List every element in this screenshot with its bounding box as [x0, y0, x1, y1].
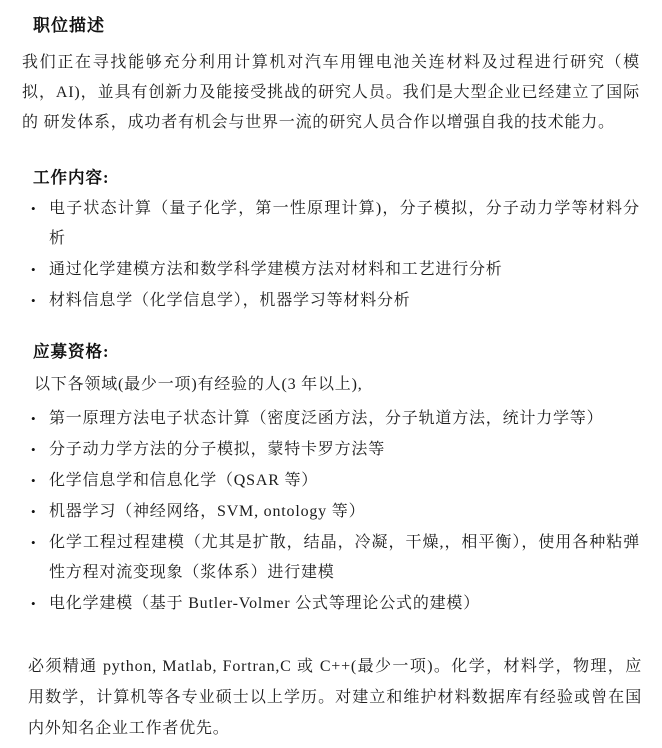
list-item — [20, 466, 642, 496]
intro-paragraph: 我们正在寻找能够充分利用计算机对汽车用锂电池关连材料及过程进行研究（模拟，AI)，並具有创新力及能接受挑战的研究人员。我们是大型企业已经建立了国际的 研发体系，成功者有机会与世界一流的研究人员合作以增强自我的技术能力。 — [22, 54, 640, 131]
section-heading-duties: 工作内容: — [33, 168, 110, 187]
bullet-icon: • — [31, 201, 36, 216]
bullet-icon: • — [31, 504, 36, 519]
bullet-icon: • — [31, 411, 36, 426]
bullet-icon: • — [31, 535, 36, 550]
qualifications-lead: 以下各领域(最少一项)有经验的人(3 年以上), — [34, 376, 363, 393]
list-item-text: 化学工程过程建模（尤其是扩散，结晶，冷凝，干燥,，相平衡），使用各种粘弹性方程对流变现象（浆体系）进行建模 — [49, 534, 640, 581]
list-item — [20, 255, 642, 285]
list-item-text: 分子动力学方法的分子模拟，蒙特卡罗方法等 — [49, 441, 386, 458]
bullet-icon: • — [31, 596, 36, 611]
list-item — [20, 497, 642, 527]
list-item-text: 电子状态计算（量子化学，第一性原理计算)，分子模拟，分子动力学等材料分析 — [49, 200, 640, 247]
bullet-icon: • — [31, 473, 36, 488]
list-item — [20, 589, 642, 619]
qualifications-list — [20, 404, 642, 619]
list-item-text: 机器学习（神经网络，SVM, ontology 等） — [49, 503, 366, 520]
list-item — [20, 435, 642, 465]
section-heading-qualifications: 应募资格: — [33, 342, 110, 361]
bullet-icon: • — [31, 442, 36, 457]
bullet-icon: • — [31, 262, 36, 277]
list-item-text: 第一原理方法电子状态计算（密度泛函方法，分子轨道方法，统计力学等） — [49, 410, 604, 427]
closing-paragraph: 必须精通 python, Matlab, Fortran,C 或 C++(最少一项)。化学，材料学，物理，应用数学，计算机等各专业硕士以上学历。对建立和维护材料数据库有经验或曾在国内外知名企业工作者优先。 — [28, 658, 642, 737]
page-title: 职位描述 — [33, 16, 105, 35]
list-item — [20, 194, 642, 254]
list-item-text: 电化学建模（基于 Butler-Volmer 公式等理论公式的建模） — [49, 595, 481, 612]
list-item-text: 通过化学建模方法和数学科学建模方法对材料和工艺进行分析 — [49, 261, 503, 278]
list-item — [20, 404, 642, 434]
list-item-text: 化学信息学和信息化学（QSAR 等） — [49, 472, 319, 489]
duties-list — [20, 194, 642, 316]
list-item-text: 材料信息学（化学信息学），机器学习等材料分析 — [49, 292, 411, 309]
list-item — [20, 286, 642, 316]
bullet-icon: • — [31, 293, 36, 308]
list-item — [20, 528, 642, 588]
